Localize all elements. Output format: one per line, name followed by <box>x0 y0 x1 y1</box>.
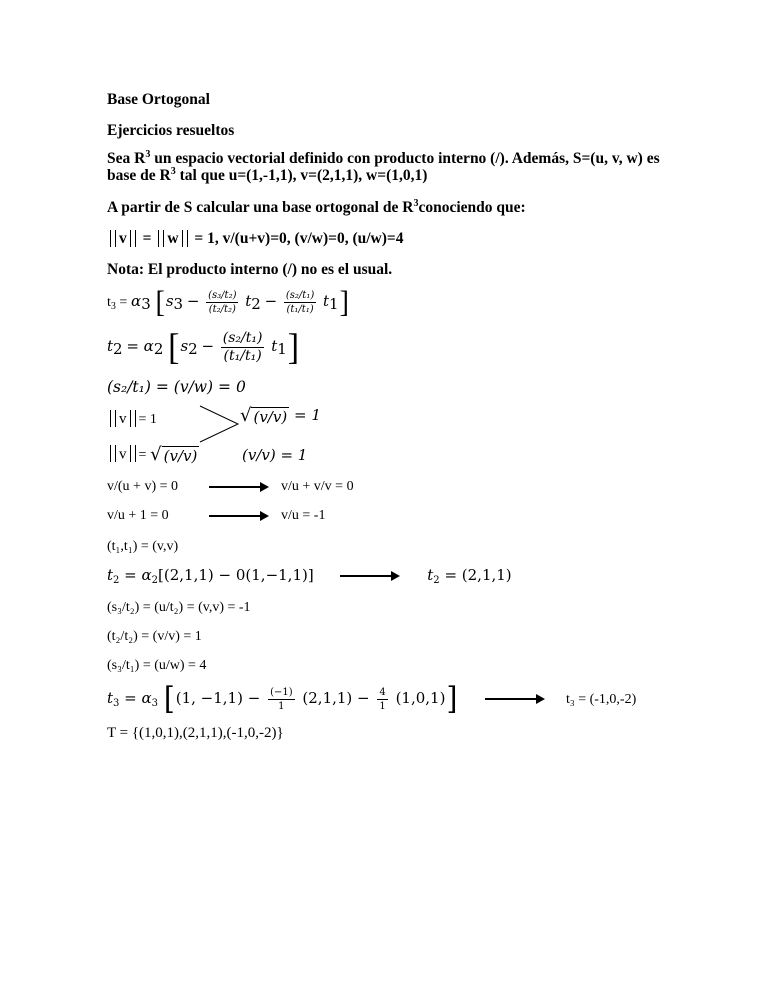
arrow-icon <box>209 486 267 488</box>
t2-formula: $t_2 = \alpha_2$ [$s_2$ − $\frac{\text{(s₂/t₁)}}{\text{(t₁/t₁)}}$ $t_1$] <box>107 326 300 368</box>
norm-bar <box>130 230 136 247</box>
norm-v-line-1: v = 1 <box>107 410 157 429</box>
s3t2-line: (s₃/t₂) = (u/t₂) = (v,v) = -1 <box>107 600 251 615</box>
norm-bar <box>130 410 136 427</box>
inner-product-s2t1: (s₂/t₁) = (v/w) = 0 <box>107 378 246 396</box>
fraction: $\frac{\text{(s₃/t₂)}}{\text{(t₂/t₂)}}$ <box>208 290 237 316</box>
note: Nota: El producto interno (/) no es el usual. <box>107 261 393 278</box>
bracket-open: [ <box>155 284 165 320</box>
t3-computation: $t_3 = \alpha_3$ [(1, −1,1) − $\frac{(-1)}{1}$ (2,1,1) − $\frac{4}{1}$ (1,0,1)] t₃ = (-1,0,-2) <box>107 680 637 717</box>
fraction: $\frac{(-1)}{1}$ <box>270 686 293 712</box>
task-statement: A partir de S calcular una base ortogonal de $R^3conociendo$ que: <box>107 198 526 216</box>
arrow-icon <box>340 575 398 577</box>
norm-bar <box>110 410 116 427</box>
step-line-a: v/(u + v) = 0 v/u + v/v = 0 <box>107 479 354 494</box>
bracket-close: ] <box>446 680 458 717</box>
norm-bar <box>130 445 136 462</box>
fraction: $\frac{4}{1}$ <box>379 686 386 712</box>
norm-v-line-2: v = √ (v/v) <box>107 445 199 465</box>
norm-bar <box>110 445 116 462</box>
final-basis: T = {(1,0,1),(2,1,1),(-1,0,-2)} <box>107 725 284 741</box>
bracket-connector <box>198 404 240 444</box>
bracket-open: [ <box>168 326 180 368</box>
arrow-icon <box>485 698 543 700</box>
fraction: $\frac{\text{(s₂/t₁)}}{\text{(t₁/t₁)}}$ <box>222 330 263 365</box>
arrow-icon <box>209 515 267 517</box>
problem-line-1: Sea $R^3$ un espacio vectorial definido con producto interno (/). Además, S=(u, v, w) es <box>107 149 660 167</box>
given-conditions: v = w = 1, v/(u+v)=0, (v/w)=0, (u/w)=4 <box>107 230 403 248</box>
vv-eq-1: (v/v) = 1 <box>242 446 308 464</box>
t3-formula: $t_3 = \alpha_3$ [$s_3$ − $\frac{\text{(s₃/t₂)}}{\text{(t₂/t₂)}}$ $t_2$ − $\frac{\text{(s₂/t₁)}}{\text{(t₁/t₁)}}$ $t_1$] <box>107 284 349 320</box>
t2t2-line: (t₂/t₂) = (v/v) = 1 <box>107 629 202 644</box>
sqrt-symbol: √ (v/v) <box>240 405 288 426</box>
bracket-open: [ <box>163 680 175 717</box>
sqrt-vv-eq-1: √ (v/v) = 1 <box>240 405 321 426</box>
bracket-close: ] <box>339 284 349 320</box>
doc-title: Base Ortogonal <box>107 91 210 108</box>
problem-line-2: base de $R^3$ tal que u=(1,-1,1), v=(2,1,1), w=(1,0,1) <box>107 166 428 184</box>
norm-bar <box>158 230 164 247</box>
doc-subtitle: Ejercicios resueltos <box>107 122 235 139</box>
t2-computation: $t_2 = \alpha_2[(2,1,1) - 0(1,-1,1)] t_2 = (2,1,1)$ <box>107 566 512 586</box>
norm-bar <box>110 230 116 247</box>
fraction: $\frac{\text{(s₂/t₁)}}{\text{(t₁/t₁)}}$ <box>285 290 315 316</box>
s3t1-line: (s₃/t₁) = (u/w) = 4 <box>107 658 207 673</box>
bracket-close: ] <box>287 326 300 368</box>
t1t1-line: (t₁,t₁) = (v,v) <box>107 539 179 554</box>
sqrt-symbol: √ (v/v) <box>150 444 198 465</box>
step-line-b: v/u + 1 = 0 v/u = -1 <box>107 508 326 523</box>
norm-bar <box>182 230 188 247</box>
